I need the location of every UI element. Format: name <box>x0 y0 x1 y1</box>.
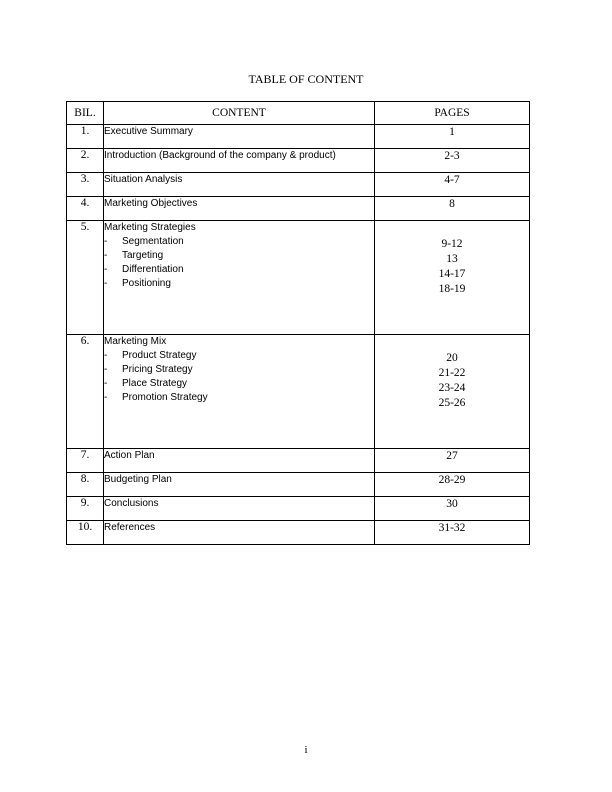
sub-item-label: Place Strategy <box>122 378 188 389</box>
section-heading: Marketing Strategies <box>104 222 196 233</box>
row-pages: 2-3 <box>375 149 530 173</box>
sub-item-pages: 13 <box>446 253 458 265</box>
table-row <box>67 125 530 149</box>
sub-item-label: Differentiation <box>122 264 184 275</box>
dash-bullet: - <box>104 378 108 389</box>
section-heading: Marketing Mix <box>104 336 167 347</box>
sub-item-list <box>104 235 374 291</box>
sub-item-pages: 20 <box>446 352 458 364</box>
row-number: 4. <box>67 197 104 221</box>
table-row <box>67 335 530 449</box>
row-content: Conclusions <box>104 497 375 521</box>
row-number: 10. <box>67 521 104 545</box>
row-number: 8. <box>67 473 104 497</box>
row-pages <box>375 221 530 335</box>
sub-item-label: Targeting <box>122 250 164 261</box>
list-item <box>104 263 374 277</box>
dash-bullet: - <box>104 250 108 261</box>
sub-item-pages: 23-24 <box>438 382 466 394</box>
row-number: 6. <box>67 335 104 449</box>
sub-item-label: Pricing Strategy <box>122 364 193 375</box>
row-content: Executive Summary <box>104 125 375 149</box>
row-number: 2. <box>67 149 104 173</box>
list-item <box>104 391 374 405</box>
table-row <box>67 149 530 173</box>
sub-item-pages: 9-12 <box>441 238 463 250</box>
dash-bullet: - <box>104 236 108 247</box>
sub-item-label: Product Strategy <box>122 350 197 361</box>
list-item <box>104 249 374 263</box>
dash-bullet: - <box>104 364 108 375</box>
dash-bullet: - <box>104 392 108 403</box>
row-pages: 8 <box>375 197 530 221</box>
row-content: Marketing Objectives <box>104 197 375 221</box>
sub-item-list <box>104 349 374 405</box>
table-row <box>67 449 530 473</box>
row-content: Action Plan <box>104 449 375 473</box>
header-content: CONTENT <box>104 102 375 125</box>
dash-bullet: - <box>104 278 108 289</box>
dash-bullet: - <box>104 264 108 275</box>
list-item <box>104 277 374 291</box>
row-content <box>104 335 375 449</box>
table-row <box>67 173 530 197</box>
table-row <box>67 197 530 221</box>
list-item <box>104 235 374 249</box>
dash-bullet: - <box>104 350 108 361</box>
table-row <box>67 521 530 545</box>
row-content: Introduction (Background of the company & product) <box>104 149 375 173</box>
row-pages: 4-7 <box>375 173 530 197</box>
list-item <box>104 377 374 391</box>
row-pages <box>375 335 530 449</box>
header-bil: BIL. <box>67 102 104 125</box>
row-number: 1. <box>67 125 104 149</box>
sub-item-pages: 21-22 <box>438 367 466 379</box>
row-number: 3. <box>67 173 104 197</box>
table-row <box>67 473 530 497</box>
row-pages: 1 <box>375 125 530 149</box>
list-item <box>104 363 374 377</box>
page-number: i <box>304 744 308 756</box>
row-number: 9. <box>67 497 104 521</box>
table-header-row <box>67 102 530 125</box>
header-pages: PAGES <box>375 102 530 125</box>
row-pages: 28-29 <box>375 473 530 497</box>
sub-item-label: Positioning <box>122 278 171 289</box>
row-content <box>104 221 375 335</box>
sub-item-pages: 18-19 <box>438 283 466 295</box>
row-content: Budgeting Plan <box>104 473 375 497</box>
table-row <box>67 221 530 335</box>
page-title: TABLE OF CONTENT <box>248 72 364 86</box>
sub-item-label: Segmentation <box>122 236 184 247</box>
row-number: 7. <box>67 449 104 473</box>
list-item <box>104 349 374 363</box>
table-of-contents <box>66 101 530 545</box>
row-pages: 31-32 <box>375 521 530 545</box>
row-content: Situation Analysis <box>104 173 375 197</box>
row-number: 5. <box>67 221 104 335</box>
row-content: References <box>104 521 375 545</box>
table-row <box>67 497 530 521</box>
row-pages: 27 <box>375 449 530 473</box>
sub-item-pages: 14-17 <box>438 268 466 280</box>
sub-item-label: Promotion Strategy <box>122 392 208 403</box>
row-pages: 30 <box>375 497 530 521</box>
sub-item-pages: 25-26 <box>438 397 466 409</box>
